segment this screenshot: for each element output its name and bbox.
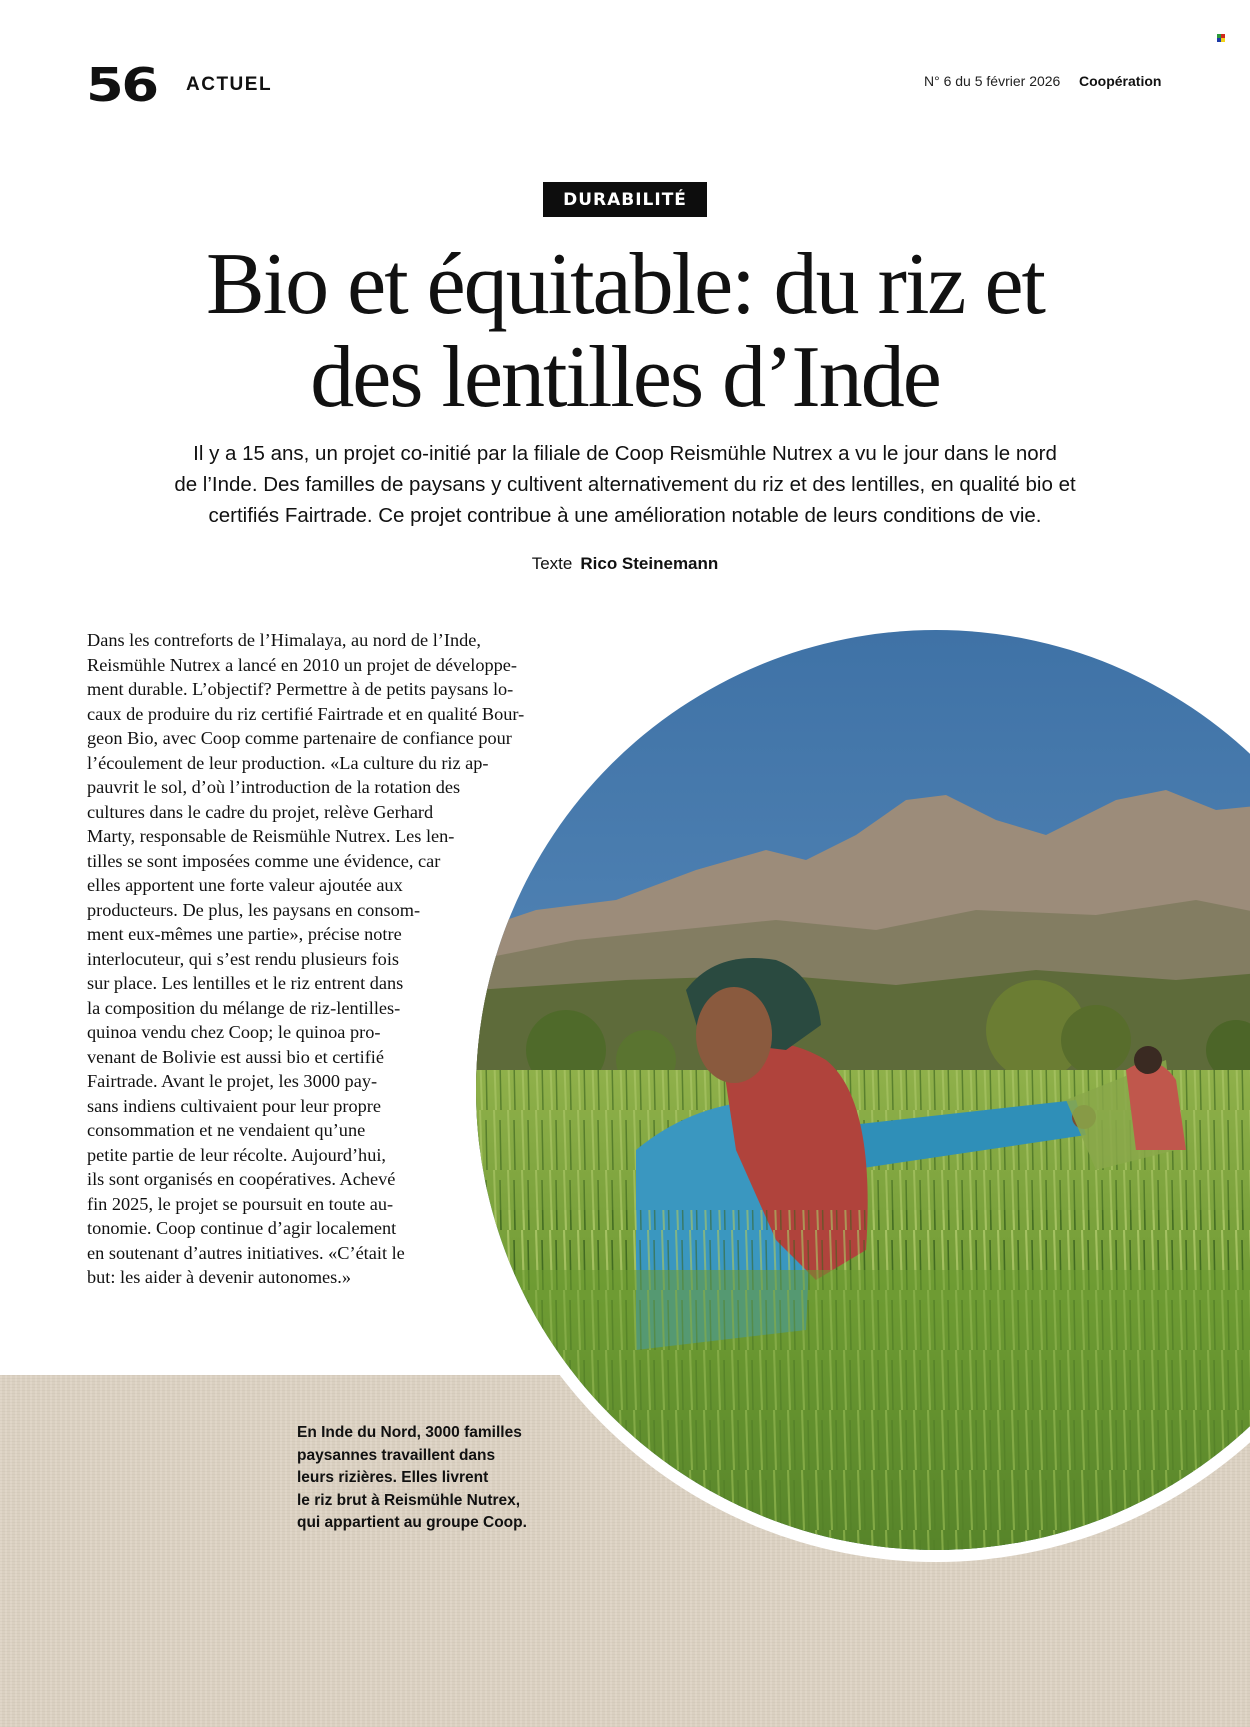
body-line: tilles se sont imposées comme une évidence, car	[87, 850, 441, 871]
body-line: producteurs. De plus, les paysans en consom-	[87, 899, 421, 920]
body-line: ment eux-mêmes une partie», précise notre	[87, 924, 402, 944]
lead-line: de l’Inde. Des familles de paysans y cultivent alternativement du riz et des lentilles, en qualité bio et	[174, 473, 1076, 496]
body-line: Fairtrade. Avant le projet, les 3000 pay-	[87, 1071, 378, 1091]
caption-line: En Inde du Nord, 3000 familles	[297, 1424, 522, 1441]
category-kicker: DURABILITÉ	[543, 182, 707, 217]
caption-line: paysannes travaillent dans	[297, 1446, 496, 1464]
body-line: petite partie de leur récolte. Aujourd’hui,	[87, 1144, 386, 1165]
body-line: caux de produire du riz certifié Fairtrade et en qualité Bour-	[87, 703, 525, 724]
body-line: but: les aider à devenir autonomes.»	[87, 1267, 351, 1287]
body-line: quinoa vendu chez Coop; le quinoa pro-	[87, 1022, 381, 1042]
body-line: ils sont organisés en coopératives. Achevé	[87, 1169, 396, 1189]
byline-label: Texte	[531, 554, 573, 573]
body-line: interlocuteur, qui s’est rendu plusieurs fois	[87, 948, 400, 969]
body-line: en soutenant d’autres initiatives. «C’était le	[87, 1242, 405, 1263]
caption-line: leurs rizières. Elles livrent	[297, 1469, 489, 1487]
byline	[0, 554, 1250, 574]
body-line: ment durable. L’objectif? Permettre à de petits paysans lo-	[87, 679, 514, 699]
byline-author: Rico Steinemann	[580, 554, 719, 573]
coop-color-squares-icon	[1217, 34, 1225, 42]
body-line: fin 2025, le projet se poursuit en toute au-	[87, 1193, 394, 1214]
lead-line: Il y a 15 ans, un projet co-initié par la filiale de Coop Reismühle Nutrex a vu le jour dans le nord	[193, 442, 1057, 465]
section-label: ACTUEL	[186, 74, 273, 95]
body-line: cultures dans le cadre du projet, relève Gerhard	[87, 801, 434, 822]
body-line: la composition du mélange de riz-lentilles-	[87, 997, 401, 1018]
headline-line: Bio et équitable: du riz et	[206, 236, 1044, 333]
article-headline	[0, 238, 1250, 424]
body-line: l’écoulement de leur production. «La culture du riz ap-	[87, 752, 489, 773]
issue-date: N° 6 du 5 février 2026	[924, 73, 1061, 89]
body-line: tonomie. Coop continue d’agir localement	[87, 1218, 397, 1238]
publication-name: Coopération	[1079, 73, 1162, 89]
body-line: Marty, responsable de Reismühle Nutrex. Les len-	[87, 826, 455, 846]
body-line: Dans les contreforts de l’Himalaya, au nord de l’Inde,	[87, 630, 481, 650]
body-line: elles apportent une forte valeur ajoutée aux	[87, 875, 403, 895]
caption-line: qui appartient au groupe Coop.	[297, 1514, 527, 1532]
lead-line: certifiés Fairtrade. Ce projet contribue à une amélioration notable de leurs conditions de vie.	[208, 504, 1042, 527]
body-line: sans indiens cultivaient pour leur propre	[87, 1095, 381, 1116]
caption-line: le riz brut à Reismühle Nutrex,	[297, 1491, 521, 1509]
photo-caption	[297, 1422, 587, 1535]
body-line: venant de Bolivie est aussi bio et certifié	[87, 1046, 384, 1067]
article-lead	[130, 438, 1120, 531]
article-body	[87, 628, 557, 1290]
headline-line: des lentilles d’Inde	[310, 329, 940, 426]
body-line: consommation et ne vendaient qu’une	[87, 1120, 366, 1140]
page-number: 56	[86, 58, 157, 112]
body-line: Reismühle Nutrex a lancé en 2010 un projet de développe-	[87, 654, 517, 675]
body-line: pauvrit le sol, d’où l’introduction de la rotation des	[87, 777, 461, 797]
body-line: sur place. Les lentilles et le riz entrent dans	[87, 973, 404, 993]
body-line: geon Bio, avec Coop comme partenaire de confiance pour	[87, 728, 512, 748]
